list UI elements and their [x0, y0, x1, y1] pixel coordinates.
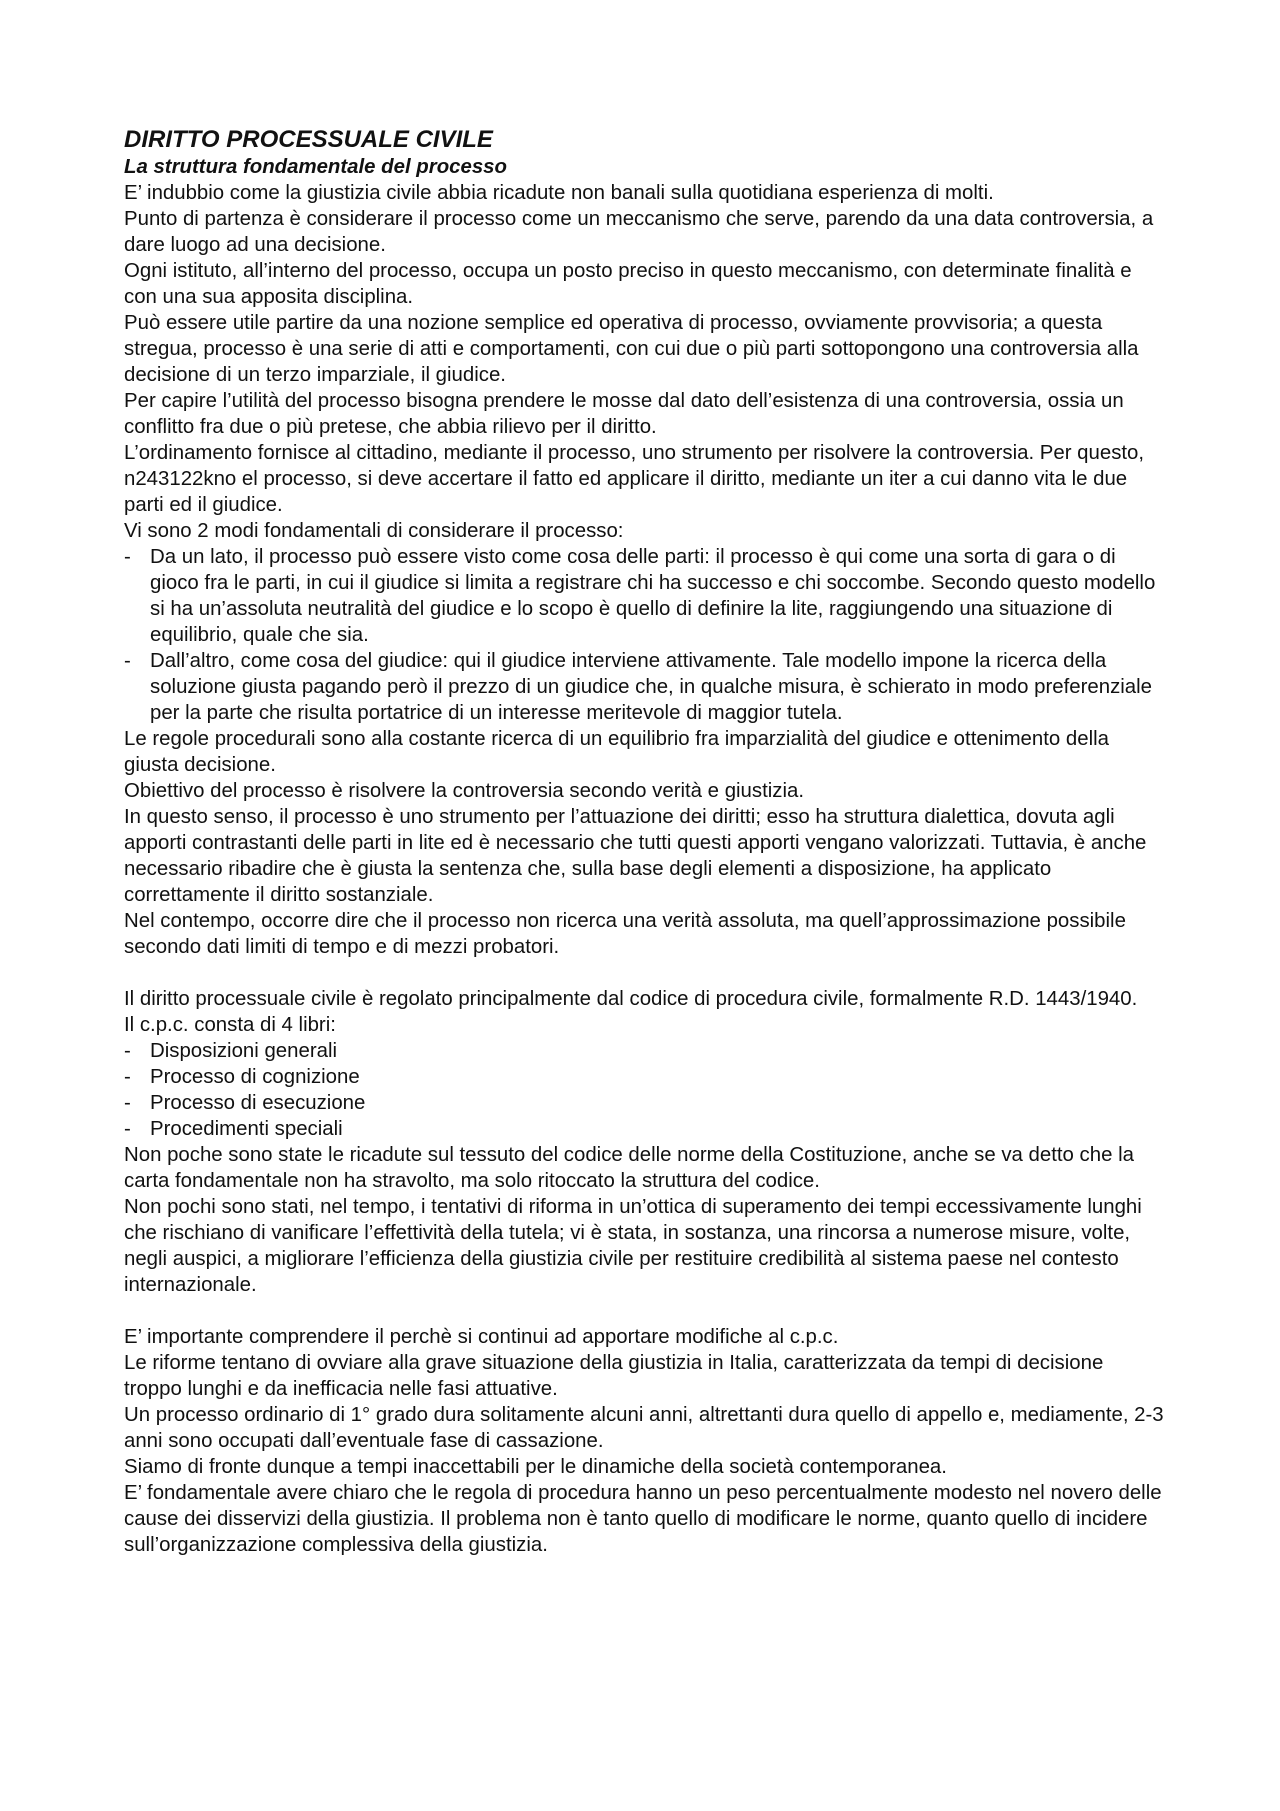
paragraph: Il c.p.c. consta di 4 libri: — [124, 1014, 336, 1036]
paragraph: Siamo di fronte dunque a tempi inaccettabili per le dinamiche della società contemporanea. — [124, 1456, 947, 1478]
list-dash: - — [124, 546, 131, 568]
list-item — [124, 1116, 1164, 1142]
paragraph: Il diritto processuale civile è regolato principalmente dal codice di procedura civile, formalmente R.D. 1443/1940. — [124, 988, 1138, 1010]
paragraph: Obiettivo del processo è risolvere la controversia secondo verità e giustizia. — [124, 780, 805, 802]
paragraph: Per capire l’utilità del processo bisogna prendere le mosse dal dato dell’esistenza di una controversia, ossia un conflitto fra due o più pretese, che abbia rilievo per il diritto. — [124, 390, 1124, 438]
spacer — [124, 1298, 1164, 1324]
list-item-text: Da un lato, il processo può essere visto come cosa delle parti: il processo è qui come una sorta di gara o di gioco fra le parti, in cui il giudice si limita a registrare chi ha successo e chi soccombe. Secondo questo modello si ha un’assoluta neutralità del giudice e lo scopo è quello di definire la lite, raggiungendo una situazione di equilibrio, quale che sia. — [150, 546, 1156, 646]
paragraph: Vi sono 2 modi fondamentali di considerare il processo: — [124, 520, 624, 542]
section-subtitle: La struttura fondamentale del processo — [124, 156, 507, 178]
modes-list — [124, 544, 1164, 726]
paragraph: E’ fondamentale avere chiaro che le regola di procedura hanno un peso percentualmente modesto nel novero delle cause dei disservizi della giustizia. Il problema non è tanto quello di modificare le norme, quanto quello di incidere sull’organizzazione complessiva della giustizia. — [124, 1482, 1162, 1556]
list-dash: - — [124, 1092, 131, 1114]
document-title: DIRITTO PROCESSUALE CIVILE — [124, 126, 493, 153]
paragraph: Ogni istituto, all’interno del processo, occupa un posto preciso in questo meccanismo, con determinate finalità e con una sua apposita disciplina. — [124, 260, 1132, 308]
list-dash: - — [124, 1118, 131, 1140]
list-item-text: Processo di esecuzione — [150, 1092, 366, 1114]
document-page — [124, 126, 1164, 1558]
list-item-text: Procedimenti speciali — [150, 1118, 343, 1140]
list-item-text: Disposizioni generali — [150, 1040, 338, 1062]
list-item — [124, 1064, 1164, 1090]
paragraph: Le regole procedurali sono alla costante ricerca di un equilibrio fra imparzialità del giudice e ottenimento della giusta decisione. — [124, 728, 1109, 776]
list-dash: - — [124, 1040, 131, 1062]
spacer — [124, 960, 1164, 986]
list-item-text: Processo di cognizione — [150, 1066, 360, 1088]
list-item-text: Dall’altro, come cosa del giudice: qui il giudice interviene attivamente. Tale modello impone la ricerca della soluzione giusta pagando però il prezzo di un giudice che, in qualche misura, è schierato in modo preferenziale per la parte che risulta portatrice di un interesse meritevole di maggior tutela. — [150, 650, 1153, 724]
paragraph: L’ordinamento fornisce al cittadino, mediante il processo, uno strumento per risolvere la controversia. Per questo, n243122kno el processo, si deve accertare il fatto ed applicare il diritto, mediante un iter a cui danno vita le due parti ed il giudice. — [124, 442, 1145, 516]
paragraph: Punto di partenza è considerare il processo come un meccanismo che serve, parendo da una data controversia, a dare luogo ad una decisione. — [124, 208, 1154, 256]
list-item — [124, 648, 1164, 726]
list-item — [124, 544, 1164, 648]
list-dash: - — [124, 1066, 131, 1088]
paragraph: In questo senso, il processo è uno strumento per l’attuazione dei diritti; esso ha struttura dialettica, dovuta agli apporti contrastanti delle parti in lite ed è necessario che tutti questi apporti vengano valorizzati. Tuttavia, è anche necessario ribadire che è giusta la sentenza che, sulla base degli elementi a disposizione, ha applicato correttamente il diritto sostanziale. — [124, 806, 1147, 906]
paragraph: Un processo ordinario di 1° grado dura solitamente alcuni anni, altrettanti dura quello di appello e, mediamente, 2-3 anni sono occupati dall’eventuale fase di cassazione. — [124, 1404, 1164, 1452]
list-item — [124, 1090, 1164, 1116]
books-list — [124, 1038, 1164, 1142]
paragraph: Può essere utile partire da una nozione semplice ed operativa di processo, ovviamente provvisoria; a questa stregua, processo è una serie di atti e comportamenti, con cui due o più parti sottopongono una controversia alla decisione di un terzo imparziale, il giudice. — [124, 312, 1139, 386]
paragraph: Non poche sono state le ricadute sul tessuto del codice delle norme della Costituzione, anche se va detto che la carta fondamentale non ha stravolto, ma solo ritoccato la struttura del codice. — [124, 1144, 1134, 1192]
paragraph: Nel contempo, occorre dire che il processo non ricerca una verità assoluta, ma quell’approssimazione possibile secondo dati limiti di tempo e di mezzi probatori. — [124, 910, 1126, 958]
list-dash: - — [124, 650, 131, 672]
paragraph: E’ indubbio come la giustizia civile abbia ricadute non banali sulla quotidiana esperienza di molti. — [124, 182, 994, 204]
paragraph: E’ importante comprendere il perchè si continui ad apportare modifiche al c.p.c. — [124, 1326, 839, 1348]
paragraph: Le riforme tentano di ovviare alla grave situazione della giustizia in Italia, caratterizzata da tempi di decisione troppo lunghi e da inefficacia nelle fasi attuative. — [124, 1352, 1104, 1400]
list-item — [124, 1038, 1164, 1064]
paragraph: Non pochi sono stati, nel tempo, i tentativi di riforma in un’ottica di superamento dei tempi eccessivamente lunghi che rischiano di vanificare l’effettività della tutela; vi è stata, in sostanza, una rincorsa a numerose misure, volte, negli auspici, a migliorare l’efficienza della giustizia civile per restituire credibilità al sistema paese nel contesto internazionale. — [124, 1196, 1142, 1296]
